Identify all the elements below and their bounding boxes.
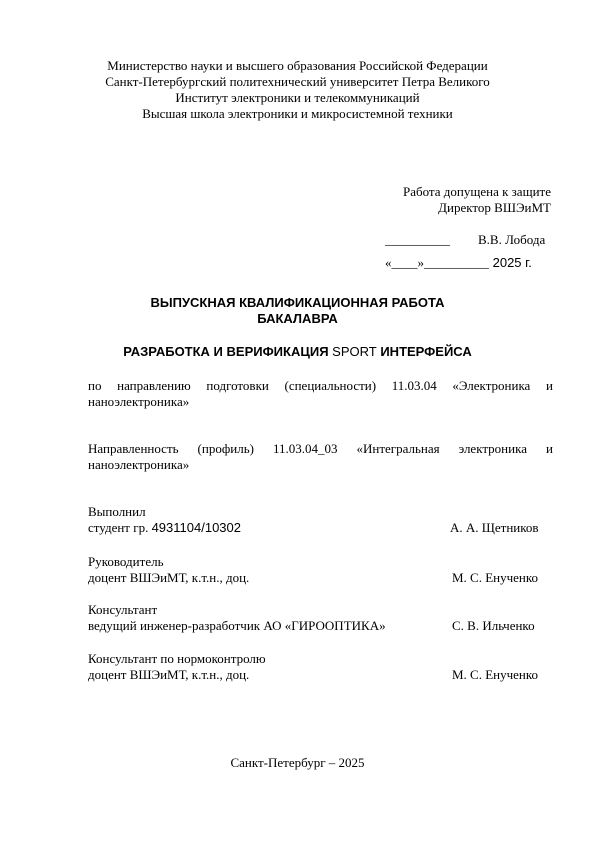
city-year: Санкт-Петербург – 2025 xyxy=(230,755,365,770)
direction-word: (специальности) xyxy=(284,378,377,393)
profile-word: (профиль) xyxy=(197,441,254,456)
document-title-degree: БАКАЛАВРА xyxy=(257,311,338,326)
supervisor-position: доцент ВШЭиМТ, к.т.н., доц. xyxy=(88,570,250,585)
consultant-name: С. В. Ильченко xyxy=(452,618,535,633)
topic-part-sport: SPORT xyxy=(332,344,377,359)
institute-line: Институт электроники и телекоммуникаций xyxy=(175,90,420,105)
direction-line-1 xyxy=(88,378,553,394)
direction-line-2: наноэлектроника» xyxy=(88,394,190,409)
normcontrol-name: М. С. Енученко xyxy=(452,667,539,682)
ministry-line: Министерство науки и высшего образования Российской Федерации xyxy=(107,58,488,73)
date-close-quote: » xyxy=(417,255,424,270)
topic-part-3: ИНТЕРФЕЙСА xyxy=(376,344,472,359)
date-day-blank: ____ xyxy=(391,255,418,270)
role-supervisor: Руководитель xyxy=(88,554,164,569)
direction-word: и xyxy=(545,378,553,393)
supervisor-name: М. С. Енученко xyxy=(452,570,539,585)
topic-part-1: РАЗРАБОТКА И ВЕРИФИКАЦИЯ xyxy=(123,344,333,359)
profile-line-2: наноэлектроника» xyxy=(88,457,190,472)
thesis-topic xyxy=(0,344,595,360)
performer-position xyxy=(88,520,241,536)
direction-word: по xyxy=(88,378,102,393)
profile-word: «Интегральная xyxy=(356,441,440,456)
role-consultant: Консультант xyxy=(88,602,158,617)
profile-line-1 xyxy=(88,441,553,457)
role-performer: Выполнил xyxy=(88,504,146,519)
performer-group: 4931104/10302 xyxy=(151,520,241,535)
profile-word: 11.03.04_03 xyxy=(272,441,338,456)
consultant-position: ведущий инженер-разработчик АО «ГИРООПТИКА» xyxy=(88,618,386,633)
document-title: ВЫПУСКНАЯ КВАЛИФИКАЦИОННАЯ РАБОТА xyxy=(150,295,445,310)
direction-word: подготовки xyxy=(206,378,269,393)
approval-line: Работа допущена к защите xyxy=(402,184,551,199)
direction-word: направлению xyxy=(117,378,191,393)
date-month-blank: __________ xyxy=(424,255,489,270)
profile-word: Направленность xyxy=(88,441,179,456)
date-year: 2025 г. xyxy=(489,255,532,270)
school-line: Высшая школа электроники и микросистемной техники xyxy=(142,106,453,121)
director-title: Директор ВШЭиМТ xyxy=(438,200,551,215)
date-open-quote: « xyxy=(385,255,392,270)
university-line: Санкт-Петербургский политехнический университет Петра Великого xyxy=(105,74,490,89)
performer-name: А. А. Щетников xyxy=(450,520,539,535)
role-normcontrol: Консультант по нормоконтролю xyxy=(88,651,266,666)
signature-line: __________ xyxy=(385,232,450,247)
director-name: В.В. Лобода xyxy=(478,232,546,247)
performer-position-text: студент гр. xyxy=(88,520,152,535)
profile-word: электроника xyxy=(458,441,527,456)
normcontrol-position: доцент ВШЭиМТ, к.т.н., доц. xyxy=(88,667,250,682)
profile-word: и xyxy=(545,441,553,456)
approval-date xyxy=(385,255,532,271)
direction-word: «Электроника xyxy=(452,378,531,393)
direction-word: 11.03.04 xyxy=(391,378,437,393)
